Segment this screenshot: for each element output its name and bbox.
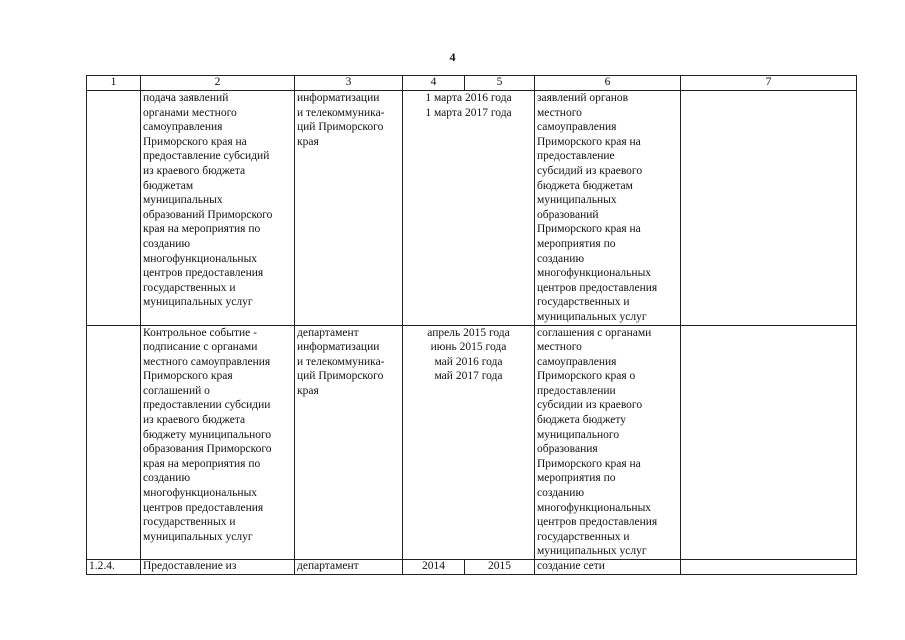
cell-text-line: государственных и bbox=[537, 296, 630, 309]
cell-text-line: центров предоставления bbox=[537, 516, 658, 529]
cell-text-line: многофункциональных bbox=[143, 252, 258, 265]
row-3-event-cell: Предоставление из bbox=[141, 560, 295, 575]
cell-text-line: бюджета бюджету bbox=[537, 414, 626, 427]
cell-text-line: центров предоставления bbox=[537, 281, 658, 294]
cell-text-line: апрель 2015 года bbox=[427, 326, 510, 339]
row-3-end-year-cell: 2015 bbox=[465, 560, 535, 575]
cell-text-line: Приморского края о bbox=[537, 370, 636, 383]
cell-text-line: муниципальных услуг bbox=[143, 296, 253, 309]
cell-text-line: созданию bbox=[537, 487, 585, 500]
row-2-number bbox=[87, 325, 141, 560]
cell-text-line: июнь 2015 года bbox=[430, 341, 507, 354]
page-number: 4 bbox=[449, 50, 456, 64]
cell-text-line: муниципальных услуг bbox=[537, 310, 647, 323]
cell-text-line: Приморского края на bbox=[537, 457, 641, 470]
table-row bbox=[87, 325, 857, 560]
row-1-result-cell bbox=[535, 91, 681, 326]
cell-text-line: ций Приморского bbox=[297, 370, 384, 383]
cell-text-line: бюджета бюджетам bbox=[537, 179, 633, 192]
cell-text-line: центров предоставления bbox=[143, 267, 264, 280]
cell-text-line: созданию bbox=[143, 237, 191, 250]
cell-text-line: Приморского края на bbox=[143, 135, 247, 148]
cell-text-line: май 2017 года bbox=[434, 370, 503, 383]
cell-text-line: 1 марта 2016 года bbox=[425, 92, 512, 104]
cell-text-line: подписание с органами bbox=[143, 341, 258, 354]
cell-text-line: многофункциональных bbox=[537, 501, 652, 514]
cell-text-line: бюджетам bbox=[143, 179, 194, 192]
cell-text-line: образований bbox=[537, 208, 599, 221]
cell-text-line: заявлений органов bbox=[537, 92, 629, 104]
row-1-deadline-cell bbox=[403, 91, 535, 326]
cell-text-line: образований Приморского bbox=[143, 208, 273, 221]
cell-text-line: местного bbox=[537, 106, 582, 119]
cell-text-line: государственных и bbox=[143, 281, 236, 294]
cell-text-line: предоставление bbox=[537, 150, 615, 163]
cell-text-line: 1 марта 2017 года bbox=[425, 106, 512, 119]
cell-text-line: Контрольное событие - bbox=[143, 326, 257, 339]
cell-text-line: края bbox=[297, 135, 319, 148]
column-header-6: 6 bbox=[535, 76, 681, 91]
column-header-2: 2 bbox=[141, 76, 295, 91]
cell-text-line: предоставление субсидий bbox=[143, 150, 270, 163]
cell-text-line: местного bbox=[537, 341, 582, 354]
cell-text-line: информатизации bbox=[297, 341, 380, 354]
cell-text-line: края на мероприятия по bbox=[143, 457, 261, 470]
column-header-1: 1 bbox=[87, 76, 141, 91]
cell-text-line: департамент bbox=[297, 326, 359, 339]
cell-text-line: май 2016 года bbox=[434, 355, 503, 368]
cell-text-line: местного самоуправления bbox=[143, 355, 271, 368]
table-row bbox=[87, 91, 857, 326]
column-header-5: 5 bbox=[465, 76, 535, 91]
column-header-7: 7 bbox=[681, 76, 857, 91]
cell-text-line: муниципальных услуг bbox=[143, 530, 253, 543]
cell-text-line: самоуправления bbox=[537, 355, 617, 368]
cell-text-line: государственных и bbox=[143, 516, 236, 529]
row-3-column-7-cell bbox=[681, 560, 857, 575]
cell-text-line: мероприятия по bbox=[537, 237, 616, 250]
row-3-start-year-cell: 2014 bbox=[403, 560, 465, 575]
row-3-responsible-cell: департамент bbox=[295, 560, 403, 575]
cell-text-line: образования Приморского bbox=[143, 443, 272, 456]
row-2-event-cell bbox=[141, 325, 295, 560]
cell-text-line: мероприятия по bbox=[537, 472, 616, 485]
cell-text-line: субсидии из краевого bbox=[537, 399, 643, 412]
cell-text-line: созданию bbox=[143, 472, 191, 485]
cell-text-line: Приморского края на bbox=[537, 135, 641, 148]
cell-text-line: предоставлении bbox=[537, 384, 616, 397]
cell-text-line: созданию bbox=[537, 252, 585, 265]
cell-text-line: соглашения с органами bbox=[537, 326, 652, 339]
cell-text-line: соглашений о bbox=[143, 384, 210, 397]
cell-text-line: многофункциональных bbox=[143, 487, 258, 500]
row-1-event-cell bbox=[141, 91, 295, 326]
row-1-number bbox=[87, 91, 141, 326]
row-1-column-7-cell bbox=[681, 91, 857, 326]
cell-text-line: Приморского края bbox=[143, 370, 233, 383]
cell-text-line: муниципальных bbox=[143, 194, 223, 207]
cell-text-line: и телекоммуника- bbox=[297, 106, 385, 119]
row-2-responsible-cell bbox=[295, 325, 403, 560]
cell-text-line: образования bbox=[537, 443, 598, 456]
row-2-deadline-cell bbox=[403, 325, 535, 560]
cell-text-line: самоуправления bbox=[537, 121, 617, 134]
row-2-result-cell bbox=[535, 325, 681, 560]
cell-text-line: из краевого бюджета bbox=[143, 164, 246, 177]
cell-text-line: Приморского края на bbox=[537, 223, 641, 236]
cell-text-line: муниципальных bbox=[537, 194, 617, 207]
cell-text-line: края bbox=[297, 384, 319, 397]
table-header-row bbox=[87, 76, 857, 91]
cell-text-line: предоставлении субсидии bbox=[143, 399, 271, 412]
column-header-4: 4 bbox=[403, 76, 465, 91]
row-1-responsible-cell bbox=[295, 91, 403, 326]
cell-text-line: и телекоммуника- bbox=[297, 355, 385, 368]
cell-text-line: из краевого бюджета bbox=[143, 414, 246, 427]
cell-text-line: подача заявлений bbox=[143, 92, 229, 104]
column-header-3: 3 bbox=[295, 76, 403, 91]
row-3-number: 1.2.4. bbox=[87, 560, 141, 575]
cell-text-line: органами местного bbox=[143, 106, 237, 119]
row-3-result-cell: создание сети bbox=[535, 560, 681, 575]
cell-text-line: бюджету муниципального bbox=[143, 428, 272, 441]
cell-text-line: информатизации bbox=[297, 92, 380, 104]
cell-text-line: центров предоставления bbox=[143, 501, 264, 514]
cell-text-line: государственных и bbox=[537, 530, 630, 543]
cell-text-line: муниципальных услуг bbox=[537, 545, 647, 558]
cell-text-line: субсидий из краевого bbox=[537, 164, 643, 177]
document-table bbox=[86, 75, 857, 575]
cell-text-line: многофункциональных bbox=[537, 267, 652, 280]
cell-text-line: самоуправления bbox=[143, 121, 223, 134]
table-row bbox=[87, 560, 857, 575]
cell-text-line: края на мероприятия по bbox=[143, 223, 261, 236]
row-2-column-7-cell bbox=[681, 325, 857, 560]
cell-text-line: муниципального bbox=[537, 428, 620, 441]
cell-text-line: ций Приморского bbox=[297, 121, 384, 134]
